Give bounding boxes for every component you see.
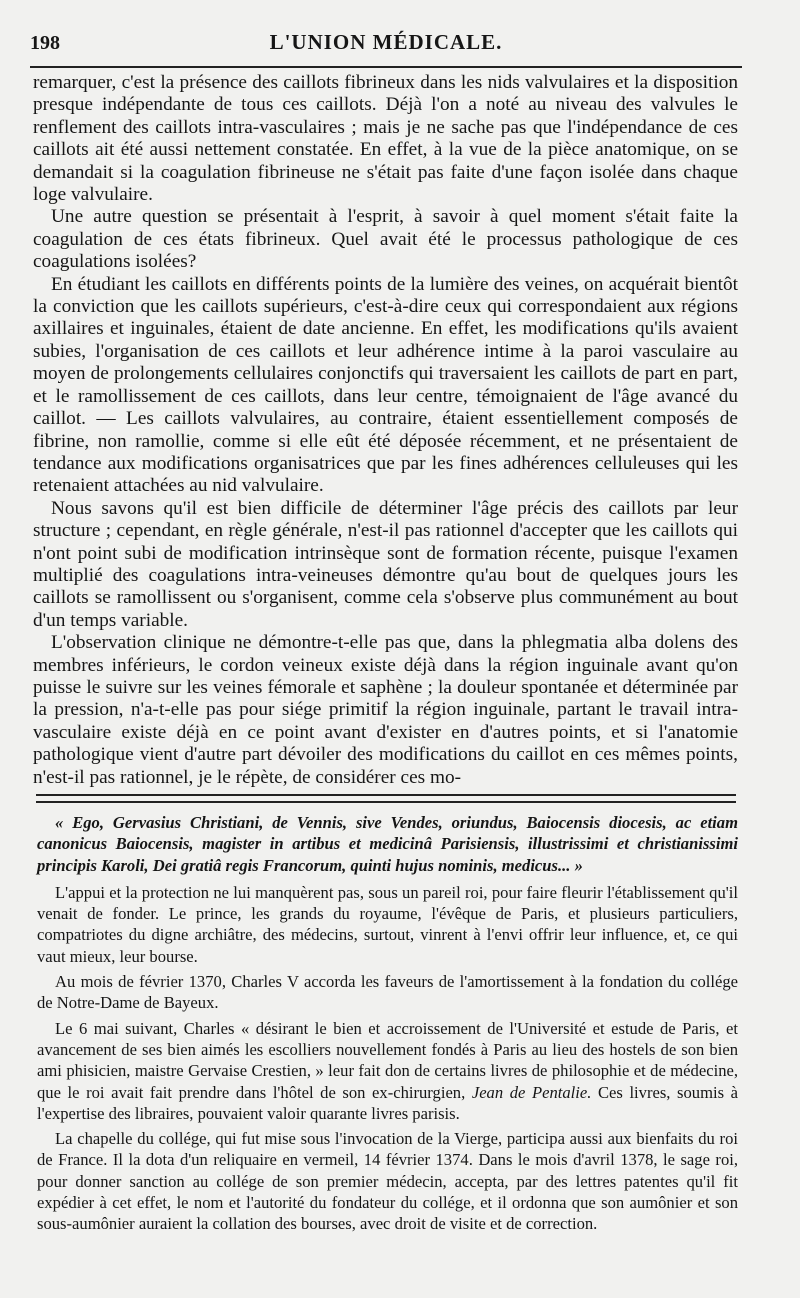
journal-title: L'UNION MÉDICALE. xyxy=(269,30,503,54)
paragraph: L'appui et la protection ne lui manquèrent pas, sous un pareil roi, pour faire fleurir l'établissement qu'il venait de fonder. Le prince, les grands du royaume, l'évêque de Paris, et plusieurs particuliers, compatriotes du digne archiâtre, des médecins, surtout, vinrent à l'envi offrir leur influence, et, ce qui vaut mieux, leur bourse. xyxy=(37,882,738,966)
feuilleton-text xyxy=(37,812,738,1239)
paragraph xyxy=(37,1018,738,1124)
paragraph: La chapelle du collége, qui fut mise sous l'invocation de la Vierge, participa aussi aux bienfaits du roi de France. Il la dota d'un reliquaire en vermeil, 14 février 1374. Dans le mois d'avril 1378, le sage roi, pour donner sanction au collége de son premier médecin, accepta, par des lettres patentes qu'il fit expédier à cet effet, le nom et l'autorité du fondateur du collége, et il ordonna que son aumônier et son sous-aumônier auraient la collation des bourses, avec droit de visite et de correction. xyxy=(37,1129,738,1234)
paragraph: L'observation clinique ne démontre-t-elle pas que, dans la phlegmatia alba dolens des membres inférieurs, le cordon veineux existe déjà dans la région inguinale avant qu'on puisse le suivre sur les veines fémorale et saphène ; la douleur spontanée et déterminée par la pression, n'a-t-elle pas pour siége primitif la région inguinale, partant le travail intra-vasculaire existe déjà en ce point avant d'exister en d'autres points, et si l'anatomie pathologique vient d'autre part dévoiler des modifications du caillot en ces mêmes points, n'est-il pas rationnel, je le répète, de considérer ces mo- xyxy=(33,632,738,788)
paragraph: Une autre question se présentait à l'esprit, à savoir à quel moment s'était faite la coagulation de ces états fibrineux. Quel avait été le processus pathologique de ces coagulations isolées? xyxy=(33,206,738,273)
text-span: Ces livres, soumis à l'expertise des libraires, pouvaient valoir quarante livres parisis. xyxy=(37,1082,738,1123)
section-separator xyxy=(36,794,736,803)
paragraph: En étudiant les caillots en différents points de la lumière des veines, on acquérait bientôt la conviction que les caillots supérieurs, c'est-à-dire ceux qui correspondaient aux régions axillaires et inguinales, étaient de date ancienne. En effet, les modifications qu'ils avaient subies, l'organisation de ces caillots et leur adhérence intime à la paroi vasculaire au moyen de prolongements cellulaires conjonctifs qui traversaient les caillots de part en part, et le ramollissement de ces caillots, dans leur centre, témoignaient de l'âge avancé du caillot. — Les caillots valvulaires, au contraire, étaient essentiellement composés de fibrine, non ramollie, comme si elle eût été déposée récemment, et ne présentaient de tendance aux modifications organisatrices que par les fines adhérences celluleuses qui les retenaient attachées au nid valvulaire. xyxy=(33,273,738,497)
header-rule xyxy=(30,66,742,68)
paragraph: Nous savons qu'il est bien difficile de déterminer l'âge précis des caillots par leur structure ; cependant, en règle générale, n'est-il pas rationnel d'accepter que les caillots qui n'ont point subi de modification intrinsèque sont de formation récente, puisque l'examen multiplié des coagulations intra-veineuses démontre qu'au bout de quelques jours les caillots se ramollissent ou s'organisent, comme cela s'observe plus communément au bout d'un temps variable. xyxy=(33,497,738,631)
paragraph: Au mois de février 1370, Charles V accorda les faveurs de l'amortissement à la fondation du collége de Notre-Dame de Bayeux. xyxy=(37,972,738,1013)
main-text xyxy=(33,72,738,789)
text-span: Le 6 mai suivant, Charles « désirant le bien et accroissement de l'Université et estude de Paris, et avancement de ses bien aimés les escolliers nouvellement fondés à Paris au lieu des hostels de son bien ami phisicien, maistre Gervaise Crestien, » leur fait don de certains livres de philosophie et de médecine, que le roi avait fait prendre dans l'hôtel de son ex-chirurgien, xyxy=(37,1018,738,1102)
page-header xyxy=(30,28,742,62)
page-number: 198 xyxy=(30,32,60,54)
italic-name: Jean de Pentalie. xyxy=(471,1082,592,1102)
latin-quote: « Ego, Gervasius Christiani, de Vennis, sive Vendes, oriundus, Baiocensis diocesis, ac etiam canonicus Baiocensis, magister in artibus et medicinâ Parisiensis, illustrissimi et christianissimi principis Karoli, Dei gratiâ regis Francorum, quinti hujus nominis, medicus... » xyxy=(37,813,738,875)
paragraph: remarquer, c'est la présence des caillots fibrineux dans les nids valvulaires et la disposition presque indépendante de tous ces caillots. Déjà l'on a noté au niveau des valvules le renflement des caillots intra-vasculaires ; mais je ne sache pas que l'indépendance de ces caillots ait été aussi nettement constatée. En effet, à la vue de la pièce anatomique, on se demandait si la coagulation fibrineuse ne s'était pas faite d'une façon isolée dans chaque loge valvulaire. xyxy=(33,72,738,206)
